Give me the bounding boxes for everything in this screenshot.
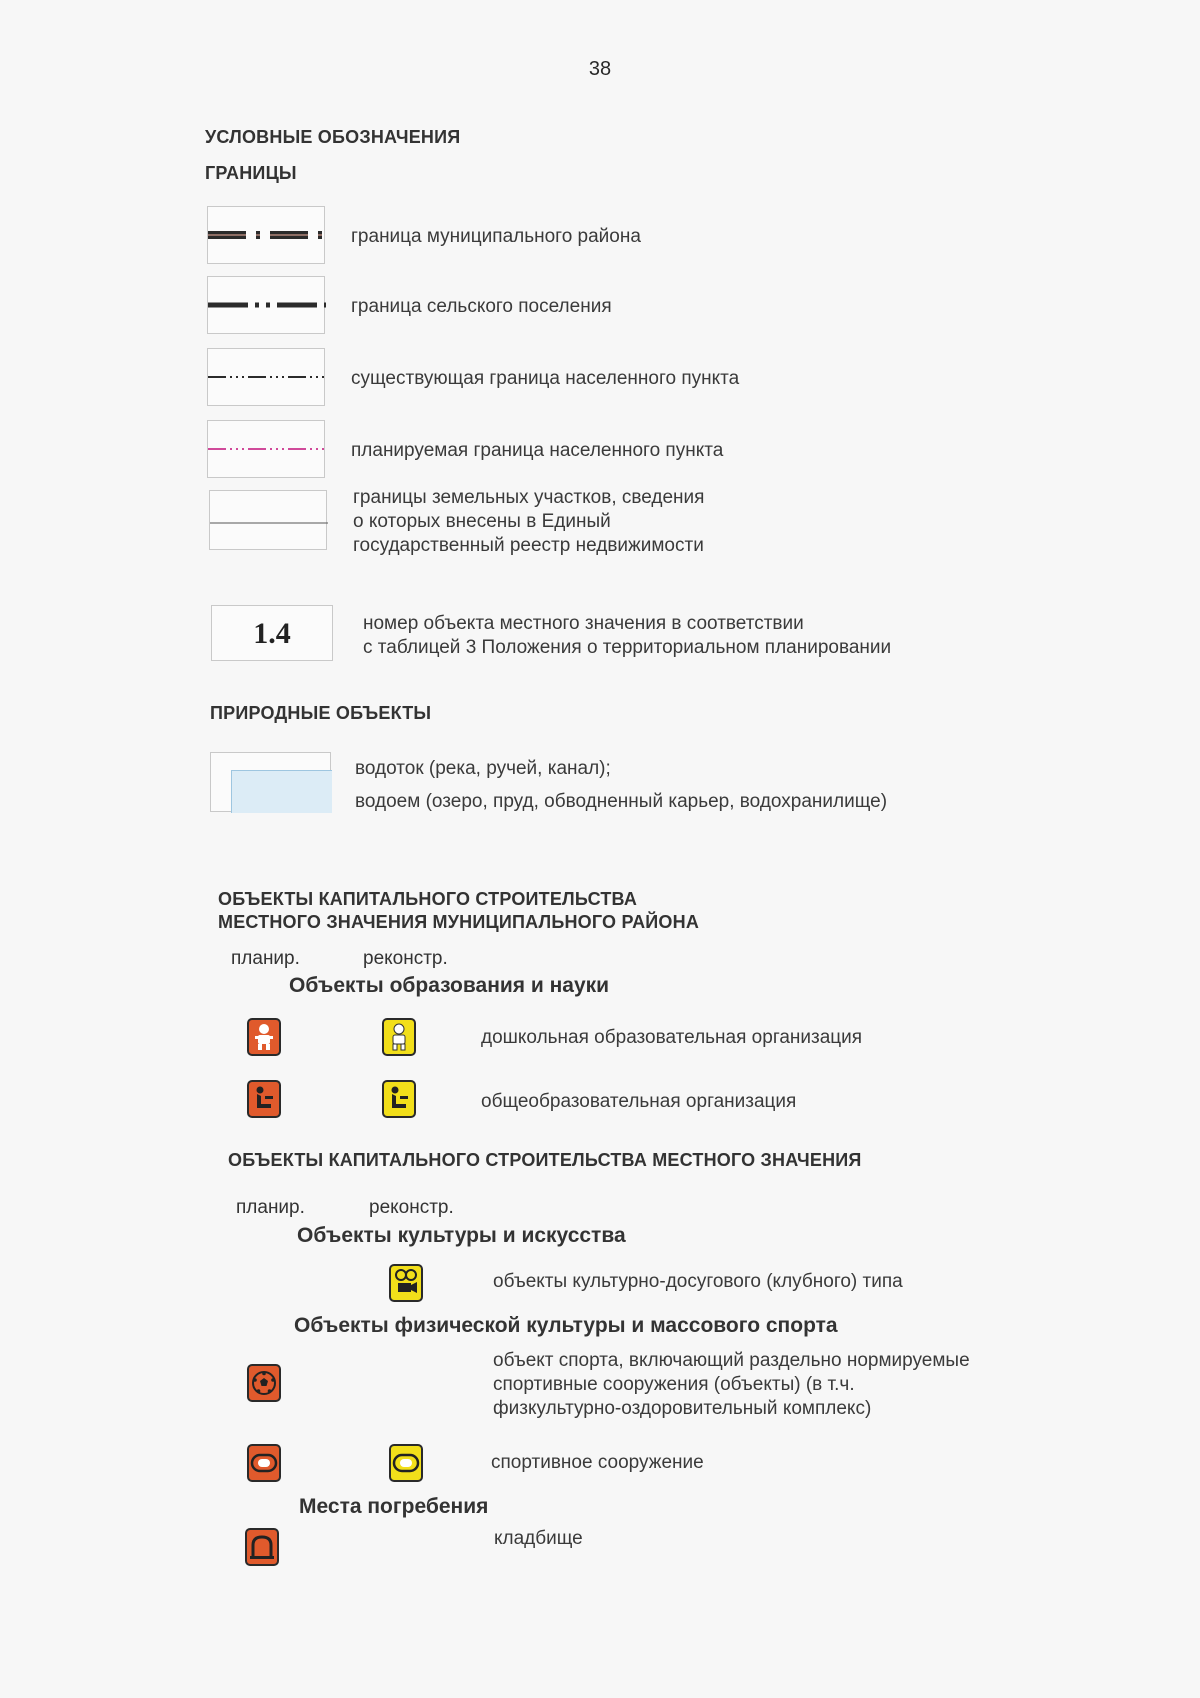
planned-settlement-border-swatch <box>207 420 325 478</box>
sport-complex-planned-icon <box>247 1364 281 1402</box>
sport-complex-line-2: спортивные сооружения (объекты) (в т.ч. <box>493 1374 855 1395</box>
municipal-district-border-line <box>208 207 326 265</box>
kindergarten-planned-icon <box>247 1018 281 1056</box>
sport-complex-description <box>493 1349 970 1421</box>
school-desk-icon <box>384 1082 414 1116</box>
existing-settlement-border-swatch <box>207 348 325 406</box>
club-label: объекты культурно-досугового (клубного) типа <box>493 1271 903 1292</box>
planned-column-label-2: планир. <box>236 1197 305 1218</box>
burial-heading: Места погребения <box>299 1495 489 1518</box>
land-plots-label-line-3: государственный реестр недвижимости <box>353 535 704 556</box>
land-plots-border-label <box>353 486 704 558</box>
water-body-swatch <box>210 752 331 812</box>
school-planned-icon <box>247 1080 281 1118</box>
kindergarten-label: дошкольная образовательная организация <box>481 1027 863 1048</box>
municipal-district-border-swatch <box>207 206 325 264</box>
education-heading: Объекты образования и науки <box>289 974 610 997</box>
object-number-line-1: номер объекта местного значения в соответствии <box>363 613 804 634</box>
borders-heading: ГРАНИЦЫ <box>205 163 297 183</box>
culture-heading: Объекты культуры и искусства <box>297 1224 626 1247</box>
cemetery-planned-icon <box>245 1528 279 1566</box>
rural-settlement-border-line <box>208 277 326 335</box>
land-plots-border-swatch <box>209 490 327 550</box>
legend-heading: УСЛОВНЫЕ ОБОЗНАЧЕНИЯ <box>205 127 461 147</box>
projector-icon <box>391 1266 421 1300</box>
existing-settlement-border-label: существующая граница населенного пункта <box>351 368 740 389</box>
watercourse-label: водоток (река, ручей, канал); <box>355 758 611 779</box>
sport-complex-line-1: объект спорта, включающий раздельно нормируемые <box>493 1350 970 1371</box>
child-icon <box>384 1020 414 1054</box>
planned-column-label: планир. <box>231 948 300 969</box>
sport-heading: Объекты физической культуры и массового спорта <box>294 1314 838 1337</box>
capital-district-heading-line-2: МЕСТНОГО ЗНАЧЕНИЯ МУНИЦИПАЛЬНОГО РАЙОНА <box>218 912 700 932</box>
child-icon <box>249 1020 279 1054</box>
sport-complex-line-3: физкультурно-оздоровительный комплекс) <box>493 1398 872 1419</box>
sport-facility-label: спортивное сооружение <box>491 1452 704 1473</box>
object-number-description <box>363 612 891 660</box>
sport-facility-planned-icon <box>247 1444 281 1482</box>
sport-facility-reconstruction-icon <box>389 1444 423 1482</box>
land-plots-border-line <box>210 491 328 551</box>
planned-settlement-border-label: планируемая граница населенного пункта <box>351 440 724 461</box>
school-label: общеобразовательная организация <box>481 1091 797 1112</box>
natural-objects-heading: ПРИРОДНЫЕ ОБЪЕКТЫ <box>210 703 432 723</box>
page-number: 38 <box>588 58 612 80</box>
club-reconstruction-icon <box>389 1264 423 1302</box>
object-number-sample: 1.4 <box>211 605 333 661</box>
capital-local-heading: ОБЪЕКТЫ КАПИТАЛЬНОГО СТРОИТЕЛЬСТВА МЕСТНОГО ЗНАЧЕНИЯ <box>228 1150 862 1170</box>
rural-settlement-border-label: граница сельского поселения <box>351 296 612 317</box>
water-body-fill <box>231 770 332 813</box>
capital-district-heading-line-1: ОБЪЕКТЫ КАПИТАЛЬНОГО СТРОИТЕЛЬСТВА <box>218 889 638 909</box>
land-plots-label-line-2: о которых внесены в Единый <box>353 511 611 532</box>
kindergarten-reconstruction-icon <box>382 1018 416 1056</box>
planned-settlement-border-line <box>208 421 326 479</box>
stadium-icon <box>249 1446 279 1480</box>
cemetery-gate-icon <box>247 1530 277 1564</box>
municipal-district-border-label: граница муниципального района <box>351 226 641 247</box>
reconstruction-column-label-2: реконстр. <box>369 1197 454 1218</box>
existing-settlement-border-line <box>208 349 326 407</box>
school-reconstruction-icon <box>382 1080 416 1118</box>
reconstruction-column-label: реконстр. <box>363 948 448 969</box>
natural-objects-description <box>355 752 887 818</box>
object-number-line-2: с таблицей 3 Положения о территориальном планировании <box>363 637 892 658</box>
land-plots-label-line-1: границы земельных участков, сведения <box>353 487 705 508</box>
school-desk-icon <box>249 1082 279 1116</box>
water-body-label: водоем (озеро, пруд, обводненный карьер, водохранилище) <box>355 791 888 812</box>
capital-district-heading <box>218 888 699 934</box>
cemetery-label: кладбище <box>494 1528 583 1549</box>
stadium-icon <box>391 1446 421 1480</box>
soccer-ball-icon <box>249 1366 279 1400</box>
rural-settlement-border-swatch <box>207 276 325 334</box>
